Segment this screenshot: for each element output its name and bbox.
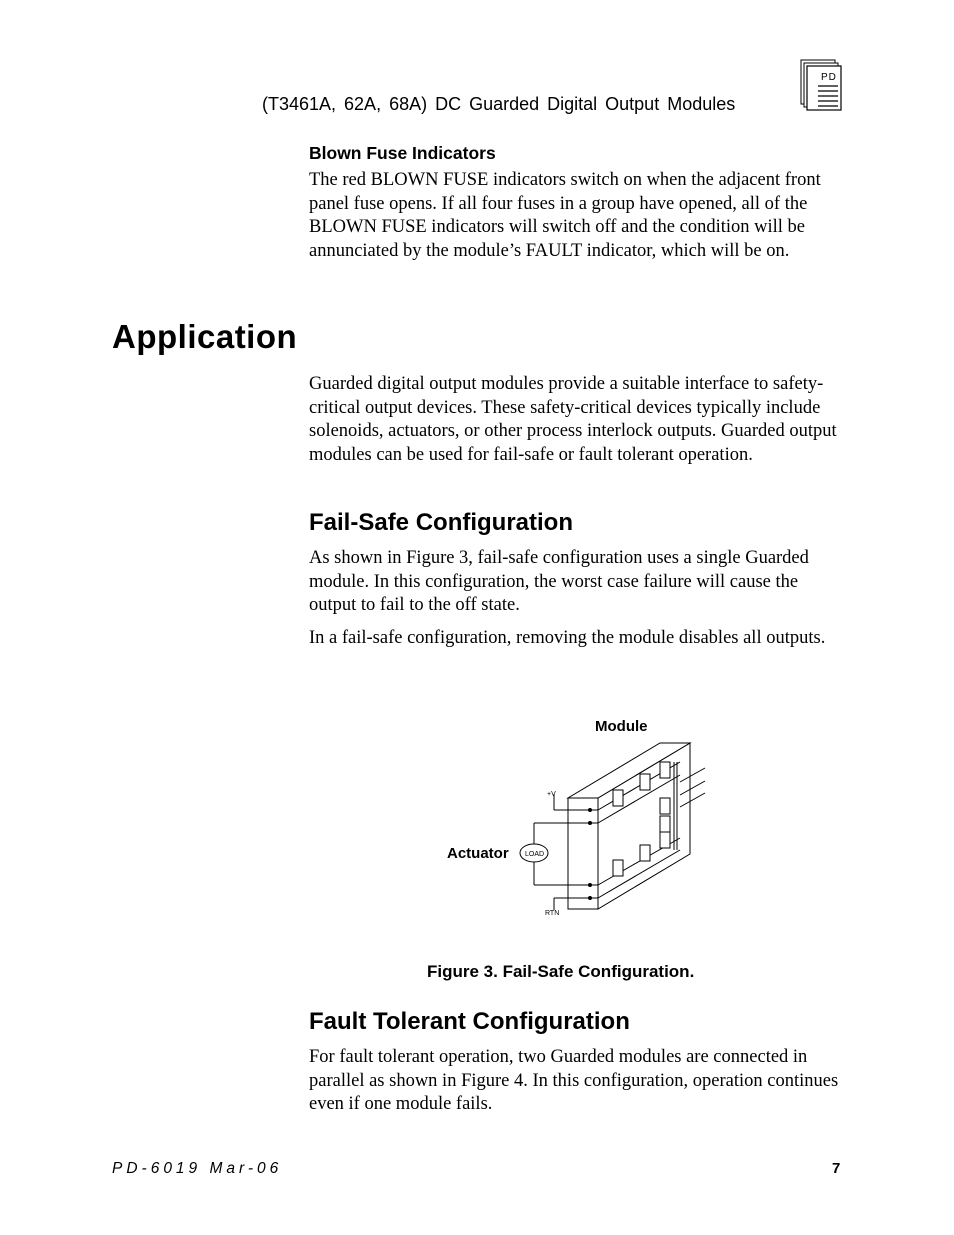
fail-safe-diagram: [430, 710, 730, 925]
fail-safe-heading: Fail-Safe Configuration: [309, 509, 573, 536]
blown-fuse-paragraph: The red BLOWN FUSE indicators switch on when the adjacent front panel fuse opens. If all four fuses in a group have opened, all of the BLOWN FUSE indicators will switch off and the condition will be annunciated by the module’s FAULT indicator, which will be on.: [309, 170, 821, 261]
application-paragraph: Guarded digital output modules provide a suitable interface to safety-critical output devices. These safety-critical devices typically include solenoids, actuators, or other process interlock outputs. Guarded output modules can be used for fail-safe or fault tolerant operation.: [309, 374, 837, 465]
plus-v-label: +V: [547, 791, 556, 798]
running-header: (T3461A, 62A, 68A) DC Guarded Digital Output Modules: [262, 94, 736, 114]
application-heading: Application: [112, 318, 298, 355]
figure-caption: Figure 3. Fail-Safe Configuration.: [427, 962, 695, 981]
module-label: Module: [595, 718, 648, 735]
page-number: 7: [832, 1160, 841, 1177]
module-left-face: [568, 798, 598, 909]
fail-safe-paragraph-2: In a fail-safe configuration, removing the module disables all outputs.: [309, 628, 826, 648]
actuator-label: Actuator: [447, 845, 509, 862]
footer-doc-id: PD-6019 Mar-06: [112, 1160, 283, 1177]
blown-fuse-heading: Blown Fuse Indicators: [309, 143, 496, 163]
load-label: LOAD: [525, 851, 545, 858]
fault-tolerant-heading: Fault Tolerant Configuration: [309, 1008, 630, 1035]
pd-document-icon: [800, 58, 844, 112]
fault-tolerant-paragraph: For fault tolerant operation, two Guarded modules are connected in parallel as shown in Figure 4. In this configuration, operation continues even if one module fails.: [309, 1047, 839, 1114]
rtn-label: RTN: [545, 910, 560, 917]
fail-safe-paragraph-1: As shown in Figure 3, fail-safe configuration uses a single Guarded module. In this configuration, the worst case failure will cause the output to fail to the off state.: [309, 548, 809, 615]
pd-logo-text: PD: [821, 72, 837, 83]
